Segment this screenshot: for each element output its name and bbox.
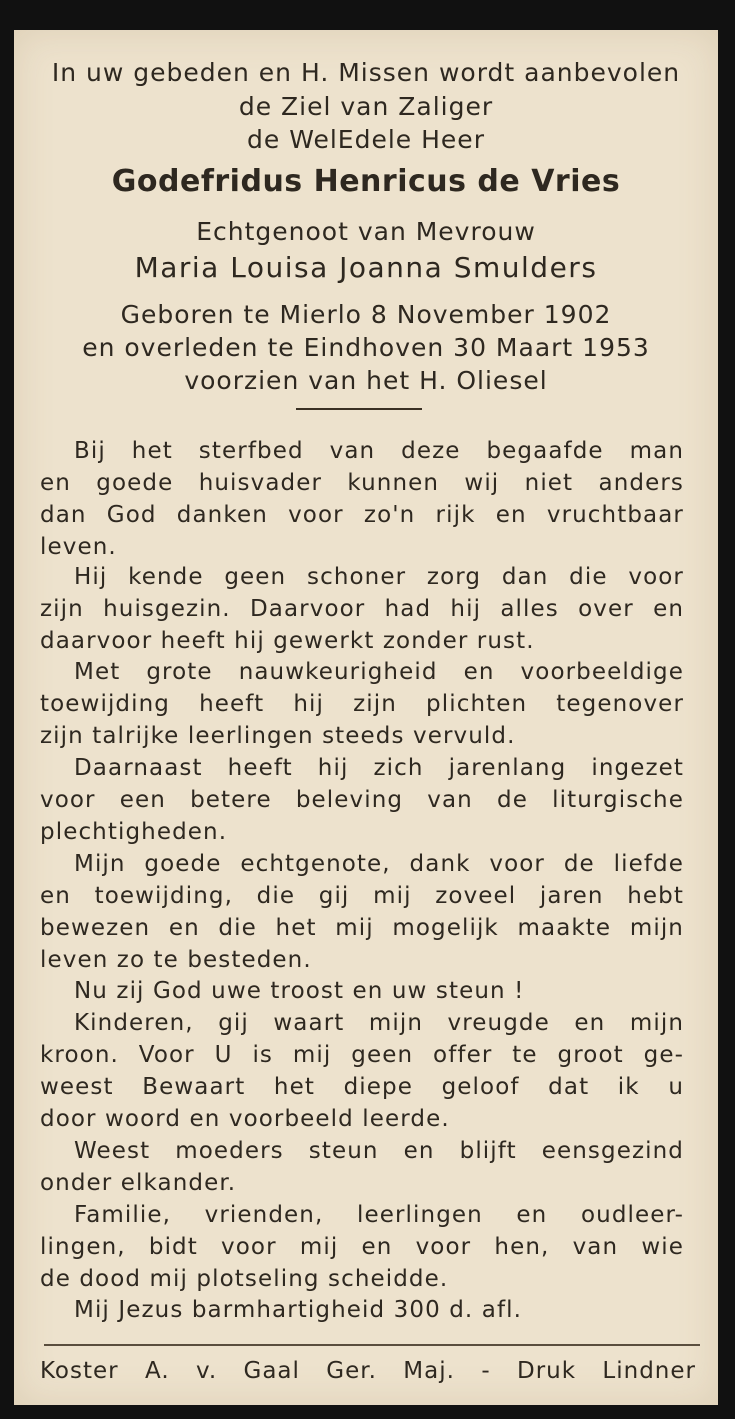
text-line: Familie, vrienden, leerlingen en oudleer- [74,1202,684,1228]
text-line: zijn talrijke leerlingen steeds vervuld. [40,722,516,749]
text-line: zijn huisgezin. Daarvoor had hij alles over en [40,595,684,622]
death-line: en overleden te Eindhoven 30 Maart 1953 [82,333,650,362]
text-line: toewijding heeft hij zijn plichten tegenover [40,690,684,717]
text-line: Weest moeders steun en blijft eensgezind [74,1138,684,1164]
spouse-intro: Echtgenoot van Mevrouw [196,217,536,246]
sacrament-line: voorzien van het H. Oliesel [184,366,548,395]
text-line: en toewijding, die gij mij zoveel jaren hebt [40,882,684,909]
text-line: dan God danken voor zo'n rijk en vruchtbaar [40,501,684,528]
text-line: leven. [40,533,117,560]
text-line: weest Bewaart het diepe geloof dat ik u [40,1073,684,1100]
text-line: lingen, bidt voor mij en voor hen, van wie [40,1233,684,1260]
honorific-line: de WelEdele Heer [247,125,485,154]
text-line: Mij Jezus barmhartigheid 300 d. afl. [74,1297,523,1323]
text-line: en goede huisvader kunnen wij niet anders [40,469,684,496]
text-line: voor een betere beleving van de liturgische [40,786,684,813]
text-line: plechtigheden. [40,818,228,845]
spouse-name: Maria Louisa Joanna Smulders [134,251,598,284]
prayer-request-line: In uw gebeden en H. Missen wordt aanbevolen [51,58,681,87]
text-line: Daarnaast heeft hij zich jarenlang ingezet [74,755,684,781]
text-paragraph [40,657,684,753]
printer-credit: Koster A. v. Gaal Ger. Maj. - Druk Lindner [40,1358,696,1384]
deceased-name: Godefridus Henricus de Vries [111,164,621,199]
text-line: Nu zij God uwe troost en uw steun ! [74,978,525,1004]
text-line: kroon. Voor U is mij geen offer te groot ge- [40,1041,684,1068]
divider-long [44,1344,700,1346]
text-paragraph [40,436,684,564]
text-paragraph [40,753,684,849]
text-paragraph [40,1136,684,1200]
text-line: Met grote nauwkeurigheid en voorbeeldige [74,659,684,685]
text-line: de dood mij plotseling scheidde. [40,1265,449,1292]
soul-line: de Ziel van Zaliger [238,92,494,121]
memorial-card [14,30,718,1405]
text-paragraph [40,562,684,658]
text-line: Kinderen, gij waart mijn vreugde en mijn [74,1010,684,1036]
text-line: Hij kende geen schoner zorg dan die voor [74,564,684,590]
card-content [14,30,718,1405]
text-line: Bij het sterfbed van deze begaafde man [74,438,684,464]
text-paragraph [40,976,684,1008]
text-line: leven zo te besteden. [40,946,312,973]
text-line: onder elkander. [40,1169,237,1196]
text-line: daarvoor heeft hij gewerkt zonder rust. [40,627,535,654]
divider-short [296,408,422,410]
text-line: Mijn goede echtgenote, dank voor de liefde [74,851,684,877]
text-line: bewezen en die het mij mogelijk maakte mijn [40,914,684,941]
text-paragraph [40,1200,684,1296]
text-line: door woord en voorbeeld leerde. [40,1105,450,1132]
text-paragraph [40,1295,684,1327]
birth-line: Geboren te Mierlo 8 November 1902 [120,300,612,329]
text-paragraph [40,1008,684,1136]
text-paragraph [40,849,684,977]
